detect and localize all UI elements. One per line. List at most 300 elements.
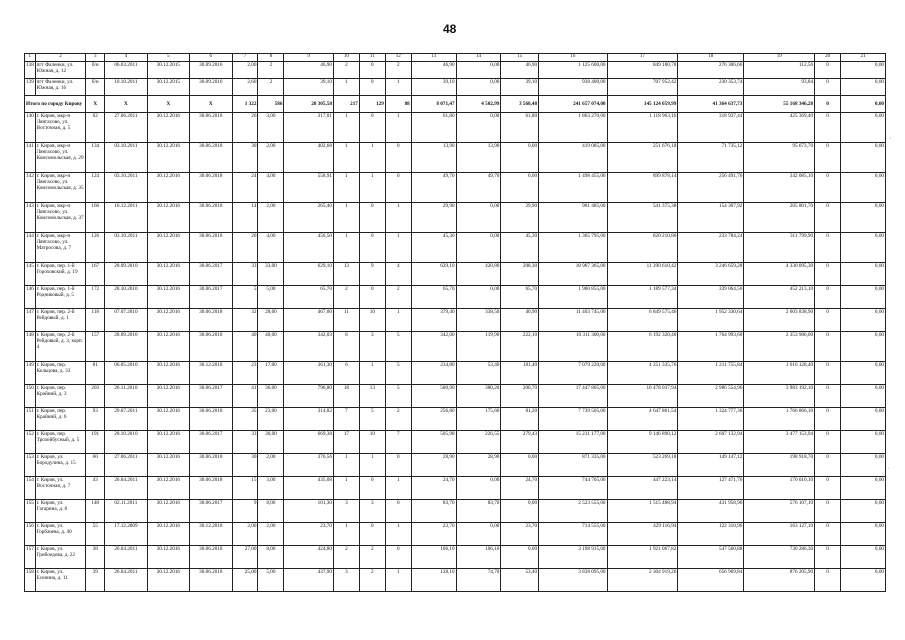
table-cell: 0,00 [456, 62, 501, 79]
table-cell: 28.10.2010 [105, 286, 147, 309]
table-cell: 30.12.2016 [147, 233, 189, 263]
register-table [24, 53, 886, 592]
table-cell: 1 [333, 79, 359, 96]
table-cell: X [147, 96, 189, 113]
table-cell: 30.06.2017 [190, 431, 232, 454]
table-cell: 435,08 [284, 477, 334, 500]
table-cell: 0 [815, 546, 841, 569]
table-cell: 279,43 [501, 431, 539, 454]
address-cell: пгт Фаленки, ул. Южная, д. 16 [35, 79, 86, 96]
table-cell: 41 [232, 385, 258, 408]
address-cell: г. Киров, ул. Бородулина, д. 15 [35, 454, 86, 477]
table-cell: 30.12.2016 [147, 143, 189, 173]
table-cell: 523 269,18 [607, 454, 678, 477]
table-cell: 452 213,10 [744, 286, 815, 309]
table-cell: 16.12.2011 [105, 203, 147, 233]
table-cell: 379,40 [411, 309, 456, 332]
table-cell: 27.06.2011 [105, 113, 147, 143]
table-cell: 30.12.2016 [147, 500, 189, 523]
table-cell: 1 [333, 454, 359, 477]
table-cell: 14 [456, 54, 501, 62]
table-cell: 0,00 [841, 113, 886, 143]
table-cell: 8,00 [258, 500, 284, 523]
table-cell: 2,00 [232, 62, 258, 79]
table-cell: 0 [815, 332, 841, 362]
table-cell: 547 560,88 [678, 546, 744, 569]
table-cell: 1 [333, 523, 359, 546]
table-cell: 144 [25, 233, 36, 263]
table-cell: 4 330 095,30 [744, 263, 815, 286]
table-cell: 5 [385, 332, 411, 362]
table-cell: 29.07.2011 [105, 408, 147, 431]
table-cell: 157 [86, 332, 105, 362]
table-cell: 02.11.2011 [105, 500, 147, 523]
table-cell: 1 980 855,00 [539, 286, 607, 309]
table-cell: 1 [385, 79, 411, 96]
table-cell: 30.12.2016 [147, 309, 189, 332]
table-cell: 0 [815, 203, 841, 233]
table-cell: 146 [25, 286, 36, 309]
table-cell: 27.06.2011 [105, 454, 147, 477]
table-row [25, 523, 886, 546]
address-cell: г. Киров, ул. Гагарина, д. 8 [35, 500, 86, 523]
table-cell: 402,68 [284, 143, 334, 173]
address-cell: г. Киров, мкр-н Лянгасово, ул. Восточная, д. 5 [35, 113, 86, 143]
table-cell: 1 189 577,34 [607, 286, 678, 309]
table-cell: 2,00 [258, 143, 284, 173]
address-cell: г. Киров, мкр-н Лянгасово, ул. Комсомольская, д. 37 [35, 203, 86, 233]
table-cell: 1 498 455,00 [539, 173, 607, 203]
table-cell: 140 [86, 500, 105, 523]
table-cell: 11 [333, 309, 359, 332]
table-cell: 150 [25, 385, 36, 408]
table-cell: 30.12.2016 [147, 203, 189, 233]
table-cell: 0,00 [841, 203, 886, 233]
table-cell: 0,00 [841, 96, 886, 113]
table-cell: 30.06.2018 [190, 173, 232, 203]
table-row [25, 62, 886, 79]
table-cell: 30.12.2018 [190, 362, 232, 385]
table-cell: 30.06.2018 [190, 143, 232, 173]
table-cell: 0 [359, 203, 385, 233]
table-cell: 0,00 [841, 385, 886, 408]
table-cell: 447 223,14 [607, 477, 678, 500]
table-cell: 0,00 [456, 477, 501, 500]
table-cell: 119,90 [456, 332, 501, 362]
table-row [25, 385, 886, 408]
table-cell: 222,10 [501, 332, 539, 362]
table-cell: 0,00 [501, 454, 539, 477]
table-cell: 13 [359, 385, 385, 408]
table-cell: 30.06.2018 [190, 408, 232, 431]
address-cell: г. Киров, пер. Кольцова, д. 33 [35, 362, 86, 385]
table-cell: 28,00 [258, 309, 284, 332]
table-cell: 0,00 [841, 309, 886, 332]
table-row [25, 431, 886, 454]
table-cell: 233 784,24 [678, 233, 744, 263]
table-cell: 0 [359, 79, 385, 96]
table-cell: 30,00 [258, 431, 284, 454]
table-cell: 7 [333, 408, 359, 431]
table-cell: 1 [385, 113, 411, 143]
table-cell: 234,80 [411, 362, 456, 385]
table-cell: 9 [284, 54, 334, 62]
table-cell: 128,10 [411, 569, 456, 592]
table-cell: 23,70 [501, 523, 539, 546]
table-cell: 129 [359, 96, 385, 113]
table-cell: 342,00 [411, 332, 456, 362]
table-cell: 2 523 555,00 [539, 500, 607, 523]
table-cell: 10 [359, 309, 385, 332]
table-cell: 3,00 [258, 113, 284, 143]
table-cell: 0,00 [841, 362, 886, 385]
table-cell: 7 [232, 54, 258, 62]
table-cell: 1 952 330,64 [678, 309, 744, 332]
table-cell: X [86, 96, 105, 113]
table-cell: 1 766 866,10 [744, 408, 815, 431]
table-cell: 3 [86, 54, 105, 62]
table-cell: 30.06.2017 [190, 286, 232, 309]
table-cell: 18 967 365,00 [539, 263, 607, 286]
table-cell: 311 799,90 [744, 233, 815, 263]
table-cell: 41 364 637,73 [678, 96, 744, 113]
table-cell: 158 [25, 569, 36, 592]
margin-mark: . [888, 466, 890, 471]
table-cell: 83,70 [456, 500, 501, 523]
table-cell: 901 485,00 [539, 203, 607, 233]
table-cell: 0 [359, 62, 385, 79]
table-cell: 53,40 [456, 362, 501, 385]
table-cell: 2 [333, 286, 359, 309]
table-cell: 2 [258, 62, 284, 79]
table-cell: 380,20 [456, 385, 501, 408]
table-cell: 07.07.2010 [105, 309, 147, 332]
table-cell: 730 286,30 [744, 546, 815, 569]
table-cell: 0,00 [501, 500, 539, 523]
table-cell: 03.10.2011 [105, 173, 147, 203]
table-cell: 2 986 554,96 [678, 385, 744, 408]
table-cell: 13,90 [411, 143, 456, 173]
table-cell: 45,30 [501, 233, 539, 263]
table-cell: 198 918,70 [744, 454, 815, 477]
table-cell: 1 [359, 454, 385, 477]
table-row [25, 477, 886, 500]
table-cell: 226,55 [456, 431, 501, 454]
table-row [25, 500, 886, 523]
table-cell: 25,00 [232, 569, 258, 592]
table-cell: 0 [815, 113, 841, 143]
table-cell: 7 [385, 431, 411, 454]
table-cell: 4 [385, 263, 411, 286]
table-cell: 23,00 [258, 408, 284, 431]
table-cell: 0,00 [841, 79, 886, 96]
table-cell: 10 [359, 431, 385, 454]
table-cell: 149 [25, 362, 36, 385]
total-row [25, 96, 886, 113]
table-cell: 88 [385, 96, 411, 113]
table-cell: 149 147,12 [678, 454, 744, 477]
table-cell: 43 [86, 477, 105, 500]
table-cell: 06.05.2010 [105, 362, 147, 385]
table-cell: 154 307,92 [678, 203, 744, 233]
table-cell: 0 [815, 286, 841, 309]
address-cell: г. Киров, пер. 1-й Гороховский, д. 19 [35, 263, 86, 286]
column-number-row [25, 54, 886, 62]
table-cell: 256 491,76 [678, 173, 744, 203]
table-cell: 0 [359, 523, 385, 546]
table-row [25, 203, 886, 233]
table-row [25, 454, 886, 477]
table-cell: 1 863 270,00 [539, 113, 607, 143]
table-cell: 17 [607, 54, 678, 62]
table-cell: 2,00 [258, 454, 284, 477]
table-cell: 2 [359, 569, 385, 592]
table-cell: 03.10.2011 [105, 143, 147, 173]
table-cell: 1 [385, 569, 411, 592]
table-cell: 0 [385, 454, 411, 477]
table-cell: 153 [25, 454, 36, 477]
table-cell: 0,00 [456, 233, 501, 263]
table-cell: 0,00 [841, 173, 886, 203]
address-cell: г. Киров, пер. 2-й Рейдовый, д. 3, корп. 4 [35, 332, 86, 362]
table-cell: 0 [815, 454, 841, 477]
table-cell: 230 353,74 [678, 79, 744, 96]
table-cell: 9 [232, 500, 258, 523]
table-cell: 0,00 [841, 408, 886, 431]
table-cell: 669,38 [284, 431, 334, 454]
table-cell: 122 310,96 [678, 523, 744, 546]
table-cell: 0,00 [501, 143, 539, 173]
table-cell: 26.04.2011 [105, 569, 147, 592]
table-cell: 3 838 095,00 [539, 569, 607, 592]
table-cell: 28.10.2010 [105, 431, 147, 454]
table-cell: 3 [359, 500, 385, 523]
table-cell: 30.12.2016 [147, 263, 189, 286]
table-cell: 33 [232, 431, 258, 454]
table-cell: 126 [86, 233, 105, 263]
address-cell: г. Киров, ул. Есенина, д. 11 [35, 569, 86, 592]
table-row [25, 173, 886, 203]
table-cell: 101,30 [284, 500, 334, 523]
table-cell: 256,80 [411, 408, 456, 431]
table-cell: X [105, 96, 147, 113]
table-cell: 46,90 [501, 62, 539, 79]
table-cell: 10 478 037,94 [607, 385, 678, 408]
table-cell: 23 [232, 362, 258, 385]
table-cell: 3 [333, 500, 359, 523]
table-cell: 28,90 [411, 454, 456, 477]
table-cell: 30.12.2015 [147, 79, 189, 96]
table-cell: 30 [232, 143, 258, 173]
table-cell: 714 555,00 [539, 523, 607, 546]
table-cell: 5 [359, 408, 385, 431]
table-cell: 61,80 [411, 113, 456, 143]
table-cell: 656 969,84 [678, 569, 744, 592]
table-cell: 28,90 [456, 454, 501, 477]
table-cell: 318 937,44 [678, 113, 744, 143]
table-cell: 60 [86, 454, 105, 477]
table-cell: 33 [232, 263, 258, 286]
table-cell: 21 [841, 54, 886, 62]
table-cell: 586 [258, 96, 284, 113]
table-cell: 820 210,86 [607, 233, 678, 263]
table-cell: 1 125 600,00 [539, 62, 607, 79]
address-cell: г. Киров, пер. 1-й Родниковый, д. 5 [35, 286, 86, 309]
table-cell: 849 180,78 [607, 62, 678, 79]
table-cell: 23,70 [284, 523, 334, 546]
table-cell: 0,00 [841, 546, 886, 569]
table-cell: 157 [25, 546, 36, 569]
table-cell: 30.06.2018 [190, 332, 232, 362]
table-cell: 9 [359, 263, 385, 286]
table-cell: 2 [385, 408, 411, 431]
table-cell: 3 198 915,00 [539, 546, 607, 569]
table-cell: 142 [25, 173, 36, 203]
table-cell: 6 849 575,46 [607, 309, 678, 332]
table-cell: 106,10 [456, 546, 501, 569]
table-cell: 1 211 755,84 [678, 362, 744, 385]
table-cell: 4,00 [258, 173, 284, 203]
table-cell: 17.12.2009 [105, 523, 147, 546]
table-cell: 30.12.2015 [147, 62, 189, 79]
table-cell: 152 [25, 431, 36, 454]
table-cell: 163 127,10 [744, 523, 815, 546]
table-cell: 3 [333, 569, 359, 592]
table-cell: 5 [232, 286, 258, 309]
table-cell: 30.12.2016 [147, 113, 189, 143]
table-row [25, 143, 886, 173]
table-row [25, 263, 886, 286]
table-cell: 0 [815, 143, 841, 173]
table-cell: 0 [359, 477, 385, 500]
table-cell: 251 676,18 [607, 143, 678, 173]
table-cell: 796,80 [284, 385, 334, 408]
table-cell: 30.06.2018 [190, 546, 232, 569]
table-row [25, 546, 886, 569]
table-cell: 19 [744, 54, 815, 62]
table-cell: 456,50 [284, 233, 334, 263]
table-cell: 2 [385, 62, 411, 79]
table-cell: 06.03.2011 [105, 62, 147, 79]
total-label: Итого по городу Кирову [25, 96, 86, 113]
table-cell: 0,00 [841, 431, 886, 454]
table-cell: 30.06.2018 [190, 477, 232, 500]
table-cell: 1 [333, 203, 359, 233]
table-cell: 265,40 [284, 203, 334, 233]
table-cell: 2,60 [232, 79, 258, 96]
table-row [25, 408, 886, 431]
table-row [25, 362, 886, 385]
table-cell: 0 [815, 431, 841, 454]
table-cell: 1 [385, 233, 411, 263]
table-cell: 8 071,47 [411, 96, 456, 113]
table-cell: 10 311 300,00 [539, 332, 607, 362]
table-cell: 61,80 [501, 113, 539, 143]
table-cell: 30.12.2016 [147, 477, 189, 500]
table-row [25, 332, 886, 362]
table-cell: 155 [25, 500, 36, 523]
table-cell: 899 878,14 [607, 173, 678, 203]
table-cell: 420,80 [456, 263, 501, 286]
table-cell: 39 [86, 569, 105, 592]
table-cell: 1 [333, 233, 359, 263]
table-cell: 17,00 [258, 362, 284, 385]
table-cell: 40 [232, 332, 258, 362]
table-cell: 0,00 [456, 79, 501, 96]
table-cell: 45,30 [411, 233, 456, 263]
table-cell: 39,10 [411, 79, 456, 96]
table-cell: 2,00 [258, 203, 284, 233]
table-cell: 558,91 [284, 173, 334, 203]
table-cell: 20 305,58 [284, 96, 334, 113]
table-cell: 13 [333, 263, 359, 286]
table-cell: 0,00 [456, 286, 501, 309]
table-cell: 35 [232, 408, 258, 431]
table-cell: 6 [333, 362, 359, 385]
table-cell: 151 [25, 408, 36, 431]
table-cell: 0 [815, 569, 841, 592]
table-cell: 71 735,12 [678, 143, 744, 173]
table-cell: 2 [333, 546, 359, 569]
table-cell: 93,84 [744, 79, 815, 96]
table-cell: 28.09.2010 [105, 263, 147, 286]
table-cell: 437,90 [284, 569, 334, 592]
table-cell: 30.12.2016 [147, 431, 189, 454]
table-cell: 30.12.2016 [147, 546, 189, 569]
table-cell: 46,90 [284, 62, 334, 79]
table-cell: 15 231 177,00 [539, 431, 607, 454]
table-cell: 2 [359, 546, 385, 569]
table-cell: 0,00 [841, 143, 886, 173]
table-cell: 24 [232, 173, 258, 203]
table-cell: 0,00 [456, 113, 501, 143]
table-cell: 629,10 [411, 263, 456, 286]
table-cell: 24,70 [411, 477, 456, 500]
table-row [25, 286, 886, 309]
table-cell: 30.12.2016 [147, 523, 189, 546]
table-cell: 2,00 [258, 523, 284, 546]
table-cell: 24,70 [501, 477, 539, 500]
table-cell: 0 [815, 62, 841, 79]
table-cell: 314,82 [284, 408, 334, 431]
table-cell: 1 324 777,36 [678, 408, 744, 431]
table-cell: 0,00 [841, 263, 886, 286]
table-cell: 2 353 986,00 [744, 332, 815, 362]
table-cell: 29,90 [501, 203, 539, 233]
table-cell: 23,70 [411, 523, 456, 546]
table-cell: 1 365 795,00 [539, 233, 607, 263]
table-cell: 1 515 488,94 [607, 500, 678, 523]
table-cell: 5 [385, 385, 411, 408]
table-cell: 167 [86, 263, 105, 286]
table-cell: 36,00 [258, 385, 284, 408]
table-cell: 0 [815, 96, 841, 113]
table-cell: 26.04.2011 [105, 477, 147, 500]
table-cell: 0 [815, 173, 841, 203]
table-cell: 0 [815, 523, 841, 546]
table-cell: 7 079 220,00 [539, 362, 607, 385]
table-cell: 13 [411, 54, 456, 62]
table-cell: 0 [815, 408, 841, 431]
table-cell: 744 705,00 [539, 477, 607, 500]
table-cell: 30.06.2017 [190, 263, 232, 286]
table-cell: 429 116,94 [607, 523, 678, 546]
table-cell: 0,00 [841, 62, 886, 79]
table-cell: 65,70 [284, 286, 334, 309]
table-row [25, 309, 886, 332]
table-cell: 30.06.2018 [190, 454, 232, 477]
table-cell: 217 [333, 96, 359, 113]
